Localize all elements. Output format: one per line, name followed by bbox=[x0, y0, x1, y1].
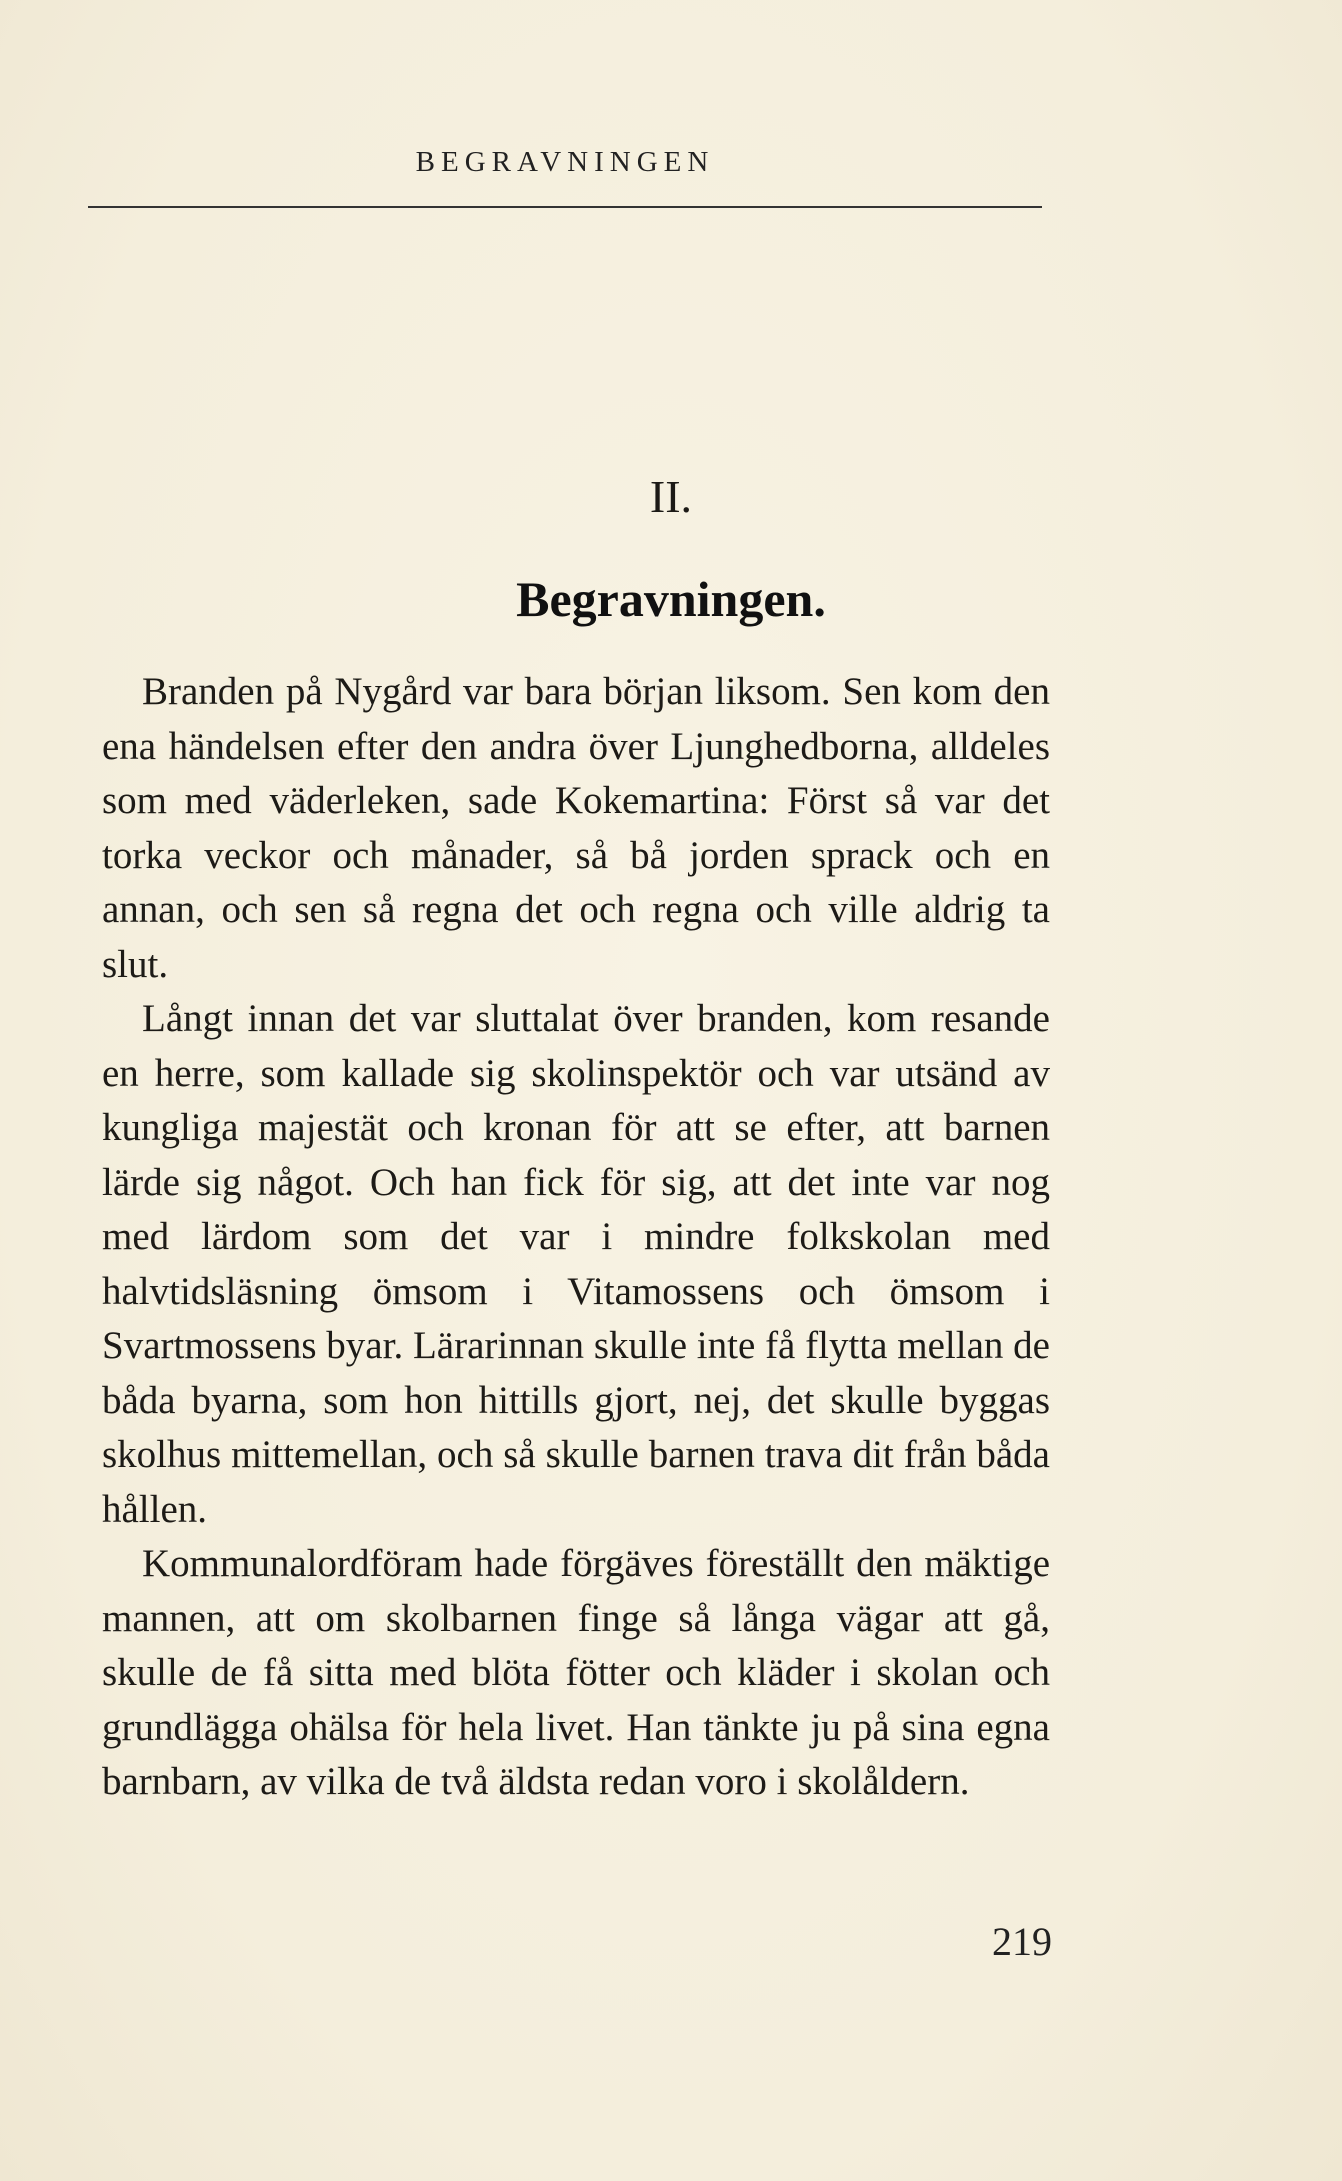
page-number: 219 bbox=[992, 1919, 1052, 1964]
chapter-number: II. bbox=[649, 471, 693, 522]
paragraph: Branden på Nygård var bara början liksom. Sen kom den ena händelsen efter den andra över Ljunghedborna, alldeles som med väderleken, sade Kokemartina: Först så var det torka veckor och månader, så bå jorden sprack och en annan, och sen så regna det och regna och ville aldrig ta slut. bbox=[102, 670, 1050, 986]
paragraph: Kommunalordföram hade förgäves föreställt den mäktige mannen, att om skolbarnen finge så långa vägar att gå, skulle de få sitta med blöta fötter och kläder i skolan och grundlägga ohälsa för hela livet. Han tänkte ju på sina egna barnbarn, av vilka de två äldsta redan voro i skolåldern. bbox=[102, 1542, 1050, 1803]
header-rule bbox=[88, 206, 1042, 208]
body-text bbox=[102, 665, 1050, 1810]
running-head: BEGRAVNINGEN bbox=[415, 146, 715, 178]
paragraph: Långt innan det var sluttalat över branden, kom resande en herre, som kallade sig skolinspektör och var utsänd av kungliga majestät och kronan för att se efter, att barnen lärde sig något. Och han fick för sig, att det inte var nog med lärdom som det var i mindre folkskolan med halvtidsläsning ömsom i Vitamossens och ömsom i Svartmossens byar. Lärarinnan skulle inte få flytta mellan de båda byarna, som hon hittills gjort, nej, det skulle byggas skolhus mittemellan, och så skulle barnen trava dit från båda hållen. bbox=[102, 997, 1050, 1531]
chapter-title: Begravningen. bbox=[516, 571, 826, 627]
